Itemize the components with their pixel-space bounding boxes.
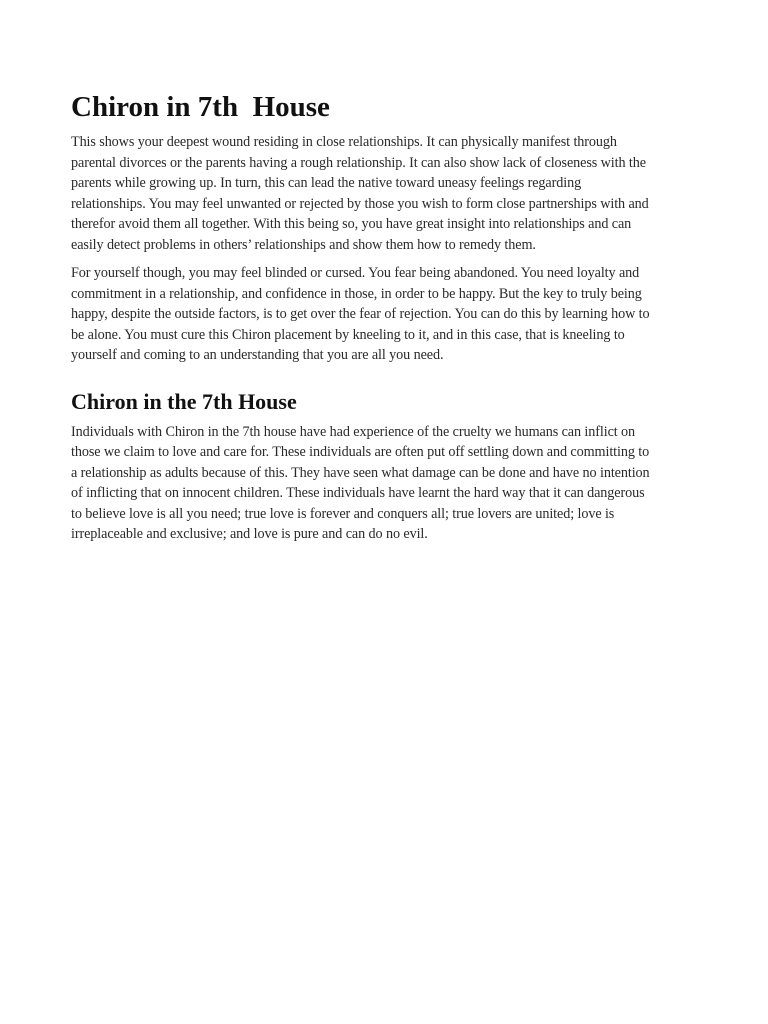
text-line: commitment in a relationship, and confidence in those, in order to be happy. But the key to truly being — [71, 285, 642, 302]
text-line: therefor avoid them all together. With this being so, you have great insight into relationships and can — [71, 216, 632, 232]
text-line: a relationship as adults because of this. They have seen what damage can be done and have no intention — [71, 464, 650, 481]
text-line: For yourself though, you may feel blinded or cursed. You fear being abandoned. You need loyalty and — [71, 265, 640, 281]
section-heading-chiron-in-7th-house: Chiron in 7th House — [71, 91, 330, 123]
paragraph-blinded-or-cursed — [71, 263, 701, 366]
paragraph-cruelty-experience — [71, 422, 701, 545]
text-line: to believe love is all you need; true love is forever and conquers all; true lovers are united; love is — [71, 505, 615, 522]
text-line: parental divorces or the parents having a rough relationship. It can also show lack of closeness with the — [71, 154, 646, 171]
text-line: This shows your deepest wound residing in close relationships. It can physically manifest through — [71, 134, 617, 150]
text-line: irreplaceable and exclusive; and love is pure and can do no evil. — [71, 526, 428, 542]
text-line: relationships. You may feel unwanted or rejected by those you wish to form close partnerships with and — [71, 195, 649, 212]
text-line: be alone. You must cure this Chiron placement by kneeling to it, and in this case, that is kneeling to — [71, 326, 625, 343]
document-page — [71, 88, 701, 553]
text-line: Individuals with Chiron in the 7th house have had experience of the cruelty we humans can inflict on — [71, 423, 636, 440]
section-heading-chiron-in-the-7th-house: Chiron in the 7th House — [71, 388, 297, 414]
text-line: of inflicting that on innocent children. These individuals have learnt the hard way that it can dangerous — [71, 485, 645, 501]
text-line: yourself and coming to an understanding that you are all you need. — [71, 347, 444, 363]
paragraph-deepest-wound — [71, 132, 701, 255]
text-line: parents while growing up. In turn, this can lead the native toward uneasy feelings regarding — [71, 175, 582, 191]
text-line: happy, despite the outside factors, is to get over the fear of rejection. You can do this by learning how to — [71, 306, 650, 322]
text-line: those we claim to love and care for. These individuals are often put off settling down and committing to — [71, 444, 650, 460]
text-line: easily detect problems in others’ relationships and show them how to remedy them. — [71, 236, 536, 253]
